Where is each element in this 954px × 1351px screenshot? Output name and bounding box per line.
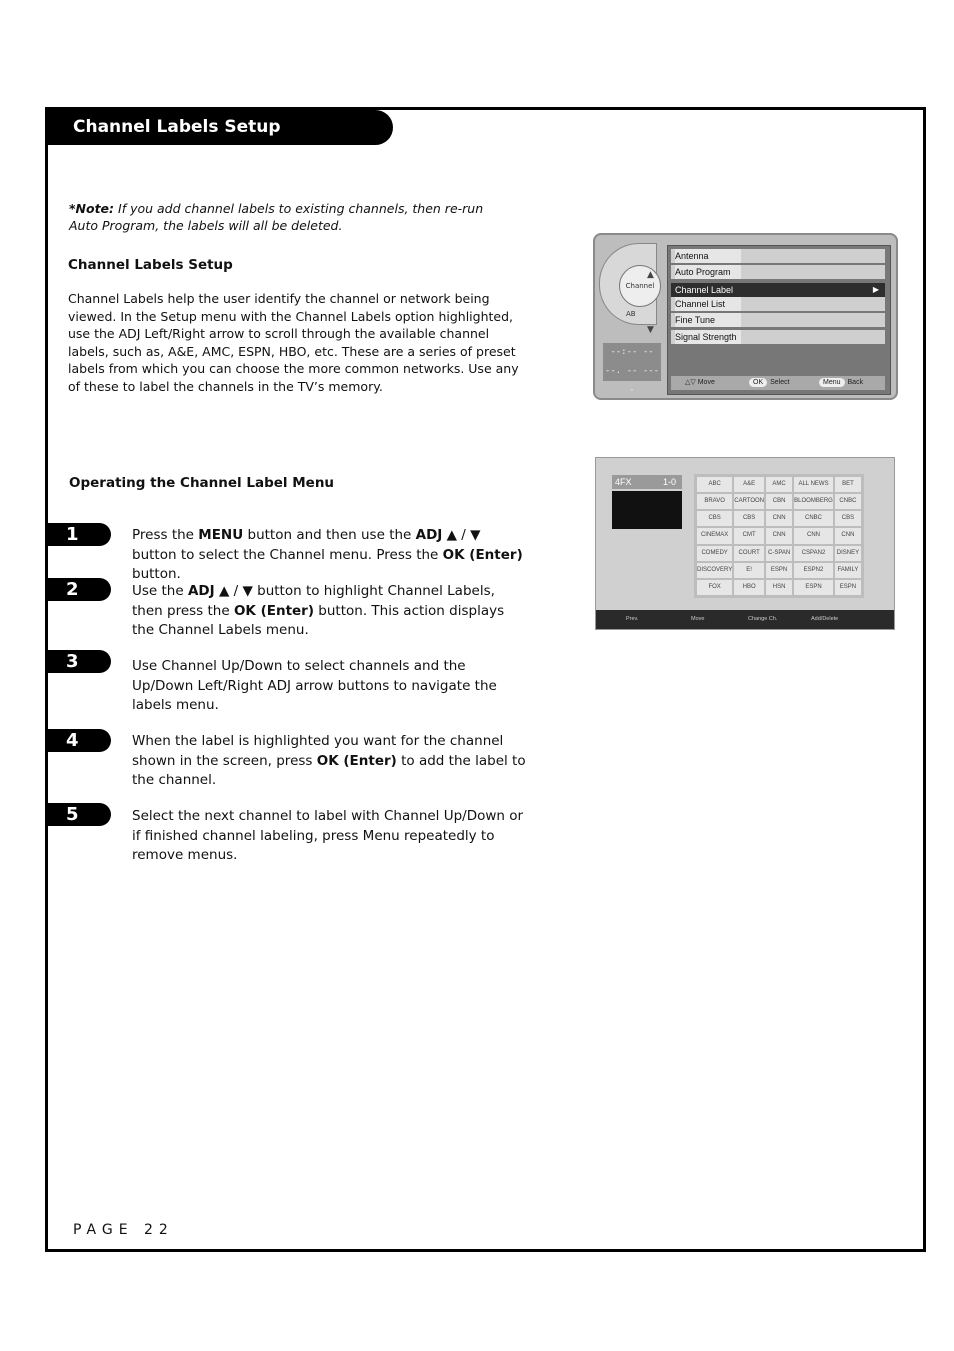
channel-label-cell[interactable]: C-SPAN (766, 546, 792, 561)
channel-preview (612, 491, 682, 529)
menu-item-label: Signal Strength (675, 330, 741, 344)
channel-label-cell[interactable]: ESPN (835, 580, 861, 595)
step-text: Select the next channel to label with Channel Up/Down or if finished channel labeling, press Menu repeatedly to remove menus. (132, 808, 524, 864)
menu-item-label: Channel Label (675, 285, 734, 295)
channel-label-cell[interactable]: DISNEY (835, 546, 861, 561)
channel-label-cell[interactable]: ALL NEWS (794, 477, 833, 492)
channel-label-cell[interactable]: HSN (766, 580, 792, 595)
menu-item-label: Channel List (675, 297, 741, 311)
menu-item-label: Fine Tune (675, 313, 741, 327)
channel-label-cell[interactable]: COMEDY (697, 546, 732, 561)
clock-date: --. -- ---- (604, 366, 660, 395)
section-heading-setup: Channel Labels Setup (68, 257, 233, 273)
move-hint: △▽ Move (685, 379, 715, 386)
select-hint: OK Select (749, 376, 790, 390)
menu-item[interactable] (671, 313, 885, 327)
note-text: If you add channel labels to existing channels, then re-run Auto Program, the labels will all be deleted. (69, 201, 484, 233)
channel-label-cell[interactable]: CNN (794, 528, 833, 543)
step-number-badge: 2 (46, 578, 111, 601)
label-grid (694, 474, 864, 598)
step-number-badge: 5 (46, 803, 111, 826)
channel-label-cell[interactable]: CBS (734, 511, 764, 526)
clock-time: --:-- -- (610, 347, 654, 357)
channel-label-cell[interactable]: CNBC (794, 511, 833, 526)
channel-label-cell[interactable]: FAMILY (835, 563, 861, 578)
channel-label-cell[interactable]: HBO (734, 580, 764, 595)
page-title: Channel Labels Setup (46, 110, 393, 145)
ab-label: AB (626, 310, 636, 318)
menu-item[interactable] (671, 265, 885, 279)
channel-label-cell[interactable]: CNN (766, 511, 792, 526)
channel-label-cell[interactable]: AMC (766, 477, 792, 492)
step-number-badge: 1 (46, 523, 111, 546)
section-body-setup: Channel Labels help the user identify the channel or network being viewed. In the Setup menu with the Channel Labels option highlighted, use the ADJ Left/Right arrow to scroll through the available channel labels, such as, A&E, AMC, ESPN, HBO, etc. These are a series of preset labels from which you can choose the more common networks. Use any of these to label the channels in the TV’s memory. (68, 291, 519, 394)
channel-label-cell[interactable]: A&E (734, 477, 764, 492)
channel-label-cell[interactable]: COURT (734, 546, 764, 561)
channel-labels-screen-image (595, 457, 895, 630)
channel-label-cell[interactable]: ESPN2 (794, 563, 833, 578)
channel-label-cell[interactable]: CBS (835, 511, 861, 526)
note (69, 200, 509, 234)
step-number-badge: 4 (46, 729, 111, 752)
step-text: Use Channel Up/Down to select channels and the Up/Down Left/Right ADJ arrow buttons to navigate the labels menu. (132, 658, 497, 714)
channel-label-cell[interactable]: FOX (697, 580, 732, 595)
add-delete-hint: Add/Delete (811, 616, 839, 622)
channel-labels-footer (596, 610, 894, 629)
channel-label-cell[interactable]: BRAVO (697, 494, 732, 509)
menu-item[interactable] (671, 283, 885, 297)
step-text: When the label is highlighted you want for the channel shown in the screen, press OK (Enter) to add the label to the channel. (132, 733, 526, 789)
change-ch-hint: Change Ch. (748, 616, 778, 622)
channel-label-cell[interactable]: BLOOMBERG (794, 494, 833, 509)
channel-dial-icon: Channel (619, 265, 661, 307)
setup-menu-panel (667, 245, 891, 395)
menu-footer (671, 376, 885, 390)
page-number: PAGE 22 (73, 1222, 174, 1238)
channel-label-cell[interactable]: DISCOVERY (697, 563, 732, 578)
step-number-badge: 3 (46, 650, 111, 673)
channel-tag-label: 4FX (615, 477, 632, 487)
channel-label-cell[interactable]: CNN (766, 528, 792, 543)
submenu-arrow-icon: ▶ (872, 285, 879, 294)
menu-item-label: Antenna (675, 249, 741, 263)
menu-item[interactable] (671, 297, 885, 311)
note-prefix: *Note: (69, 201, 115, 216)
section-heading-operating: Operating the Channel Label Menu (69, 475, 335, 491)
tv-setup-menu-image (593, 233, 898, 400)
menu-item-label: Auto Program (675, 265, 741, 279)
move-hint: Move (691, 616, 705, 622)
channel-label-cell[interactable]: CBS (697, 511, 732, 526)
channel-label-cell[interactable]: ESPN (766, 563, 792, 578)
prev-hint: Prev. (626, 616, 639, 622)
updown-arrows-icon: ▲ ▼ (647, 270, 654, 335)
step-text: Press the MENU button and then use the ADJ ▲ / ▼ button to select the Channel menu. Press the OK (Enter) button. (132, 527, 523, 583)
back-hint: Menu Back (819, 376, 863, 390)
channel-label-cell[interactable]: CSPAN2 (794, 546, 833, 561)
channel-tag-number: 1-0 (662, 477, 676, 487)
channel-label-cell[interactable]: ESPN (794, 580, 833, 595)
channel-label-cell[interactable]: BET (835, 477, 861, 492)
menu-item[interactable] (671, 330, 885, 344)
channel-label-cell[interactable]: CNBC (835, 494, 861, 509)
channel-label-cell[interactable]: CBN (766, 494, 792, 509)
channel-label-cell[interactable]: E! (734, 563, 764, 578)
menu-item[interactable] (671, 249, 885, 263)
clock-display (603, 343, 661, 395)
channel-label-cell[interactable]: CNN (835, 528, 861, 543)
channel-label-cell[interactable]: CARTOON (734, 494, 764, 509)
channel-label-cell[interactable]: CINEMAX (697, 528, 732, 543)
channel-label-cell[interactable]: CMT (734, 528, 764, 543)
channel-label-cell[interactable]: ABC (697, 477, 732, 492)
channel-tag (612, 475, 682, 489)
step-text: Use the ADJ ▲ / ▼ button to highlight Channel Labels, then press the OK (Enter) button. This action displays the Channel Labels menu. (132, 583, 505, 639)
